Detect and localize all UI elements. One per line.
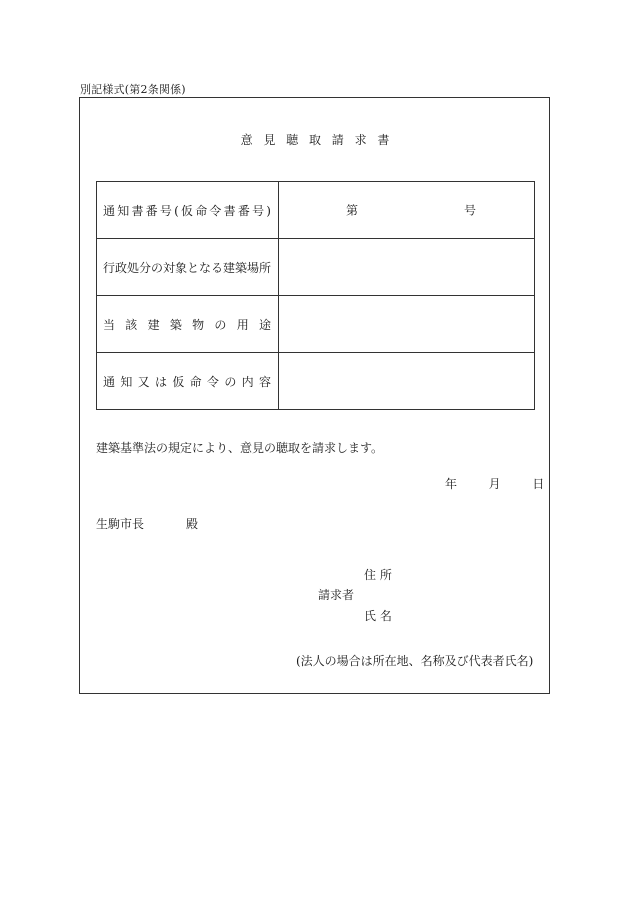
corporation-note: (法人の場合は所在地、名称及び代表者氏名) [296,654,534,668]
table-row [97,239,535,296]
number-prefix: 第 [346,203,359,218]
recipient-honorific: 殿 [186,517,199,531]
building-location-label: 行政処分の対象となる建築場所 [97,239,279,296]
building-location-field[interactable] [279,239,535,296]
number-suffix: 号 [464,203,477,218]
building-use-field[interactable] [279,296,535,353]
recipient [96,515,199,532]
date-day: 日 [532,477,545,491]
table-row [97,353,535,410]
date-month: 月 [488,477,501,491]
recipient-name: 生駒市長 [96,517,145,531]
form-title: 意見聴取請求書 [240,133,401,147]
address-label: 住 所 [364,568,392,582]
order-content-field[interactable] [279,353,535,410]
notice-number-label: 通知書番号(仮命令書番号) [97,182,279,239]
request-statement: 建築基準法の規定により、意見の聴取を請求します。 [96,441,384,455]
order-content-label: 通知又は仮命令の内容 [97,353,279,410]
requester-label: 請求者 [318,588,355,602]
request-table [96,181,535,410]
date-line [445,475,544,492]
date-year: 年 [445,477,458,491]
table-row [97,182,535,239]
name-label: 氏 名 [364,609,392,623]
table-row [97,296,535,353]
building-use-label: 当該建築物の用途 [97,296,279,353]
notice-number-field[interactable] [279,182,535,239]
form-caption: 別記様式(第2条関係) [80,83,186,96]
